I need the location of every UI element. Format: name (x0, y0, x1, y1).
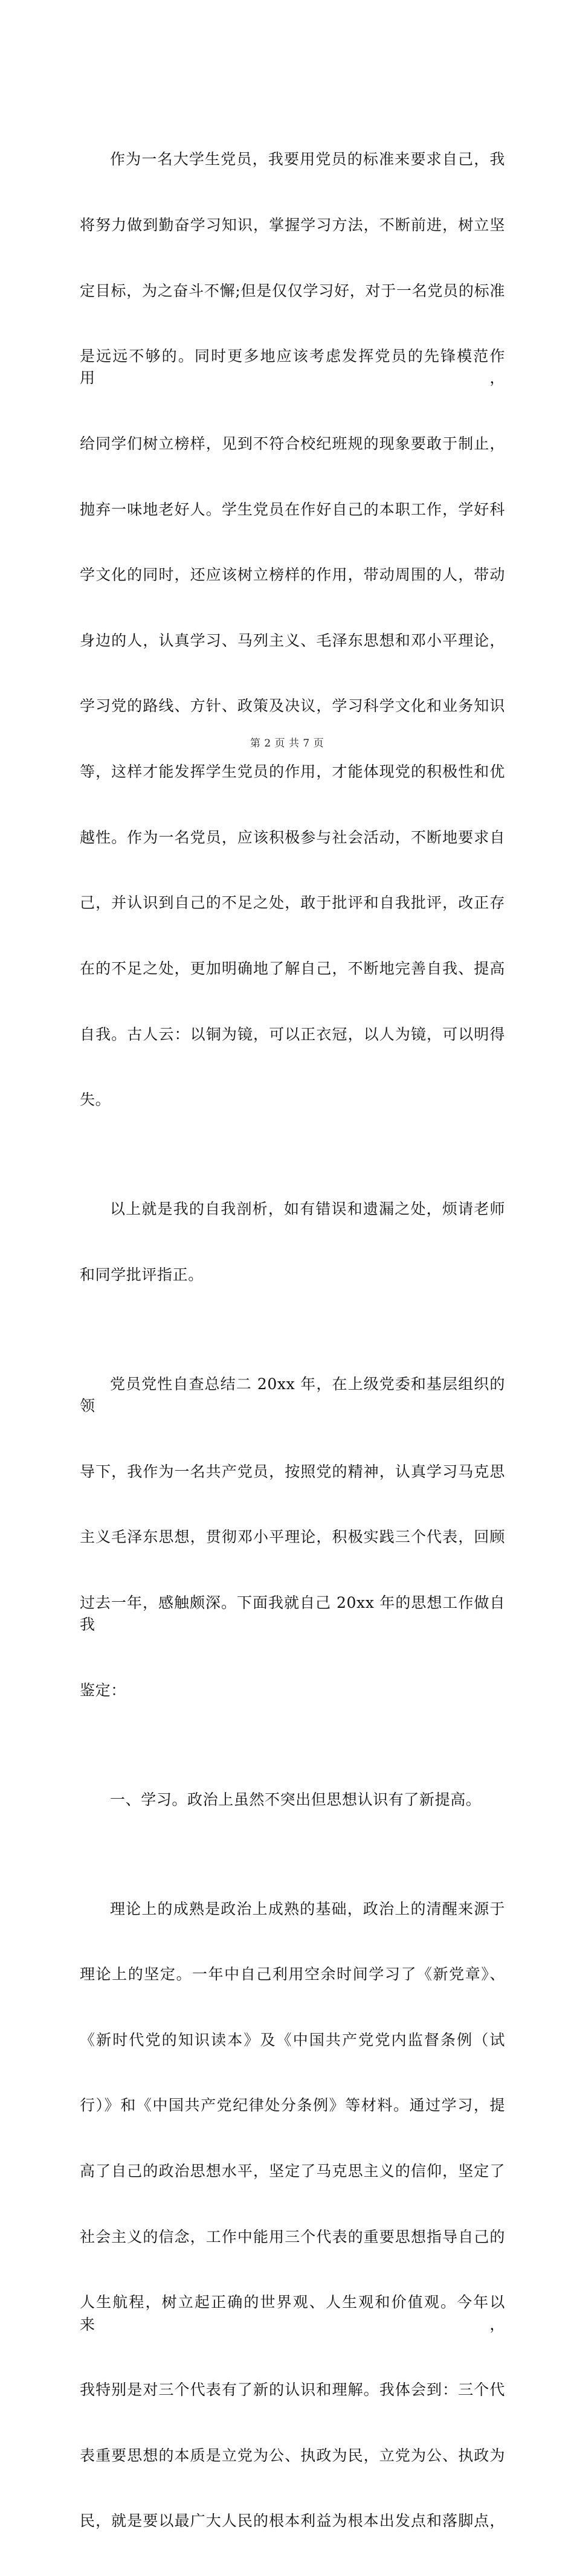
text-line: 党员党性自查总结二 20xx 年，在上级党委和基层组织的领 (80, 1375, 505, 1415)
text-line: 高了自己的政治思想水平，坚定了马克思主义的信仰，坚定了 (80, 2162, 505, 2180)
page-number-label: 第 2 页 共 7 页 (250, 737, 324, 750)
page-footer (0, 734, 574, 750)
text-line: 一、学习。政治上虽然不突出但思想认识有了新提高。 (110, 1790, 482, 1808)
text-line: 等，这样才能发挥学生党员的作用，才能体现党的积极性和优 (80, 763, 505, 781)
text-line: 自我。古人云：以铜为镜，可以正衣冠，以人为镜，可以明得 (80, 1025, 505, 1043)
paragraph-2 (80, 1155, 505, 1330)
text-line: 和同学批评指正。 (80, 1265, 204, 1283)
text-line: 我特别是对三个代表有了新的认识和理解。我体会到：三个代 (80, 2381, 505, 2399)
text-line: 在的不足之处，更加明确地了解自己，不断地完善自我、提高 (80, 959, 505, 977)
text-line: 学习党的路线、方针、政策及决议，学习科学文化和业务知识 (80, 697, 505, 715)
text-line: 越性。作为一名党员，应该积极参与社会活动，不断地要求自 (80, 828, 505, 846)
text-line: 过去一年，感触颇深。下面我就自己 20xx 年的思想工作做自我 (80, 1593, 505, 1634)
text-line: 以上就是我的自我剖析，如有错误和遗漏之处，烦请老师 (110, 1200, 505, 1218)
text-line: 是远远不够的。同时更多地应该考虑发挥党员的先锋模范作用， (80, 347, 505, 387)
text-line: 《新时代党的知识读本》及《中国共产党党内监督条例（试 (80, 2031, 505, 2049)
text-line: 将努力做到勤奋学习知识，掌握学习方法，不断前进，树立坚 (80, 216, 505, 234)
text-line: 民，就是要以最广大人民的根本利益为根本出发点和落脚点， (80, 2512, 505, 2530)
text-line: 理论上的成熟是政治上成熟的基础，政治上的清醒来源于 (110, 1900, 505, 1918)
text-line: 主义毛泽东思想，贯彻邓小平理论，积极实践三个代表，回顾 (80, 1528, 505, 1546)
text-line: 作为一名大学生党员，我要用党员的标准来要求自己，我 (110, 150, 505, 169)
text-line: 失。 (80, 1091, 111, 1109)
text-line: 抛弃一味地老好人。学生党员在作好自己的本职工作，学好科 (80, 500, 505, 518)
text-line: 学文化的同时，还应该树立榜样的作用，带动周围的人，带动 (80, 566, 505, 584)
text-line: 人生航程，树立起正确的世界观、人生观和价值观。今年以来， (80, 2293, 505, 2333)
text-line: 身边的人，认真学习、马列主义、毛泽东思想和邓小平理论， (80, 631, 505, 649)
paragraph-4-heading (80, 1745, 505, 1854)
text-line: 己，并认识到自己的不足之处，敢于批评和自我批评，改正存 (80, 894, 505, 912)
text-line: 社会主义的信念，工作中能用三个代表的重要思想指导自己的 (80, 2228, 505, 2246)
document-body (80, 105, 505, 2576)
paragraph-5 (80, 1854, 505, 2576)
text-line: 理论上的坚定。一年中自己利用空余时间学习了《新党章》、 (80, 1965, 505, 1983)
text-line: 给同学们树立榜样，见到不符合校纪班规的现象要敢于制止， (80, 435, 505, 453)
text-line: 鉴定： (80, 1681, 126, 1699)
text-line: 行）》和《中国共产党纪律处分条例》等材料。通过学习，提 (80, 2096, 505, 2115)
text-line: 导下，我作为一名共产党员，按照党的精神，认真学习马克思 (80, 1462, 505, 1480)
paragraph-3 (80, 1329, 505, 1745)
paragraph-1 (80, 105, 505, 1155)
text-line: 定目标，为之奋斗不懈;但是仅仅学习好，对于一名党员的标准 (80, 281, 505, 300)
text-line: 表重要思想的本质是立党为公、执政为民，立党为公、执政为 (80, 2446, 505, 2464)
